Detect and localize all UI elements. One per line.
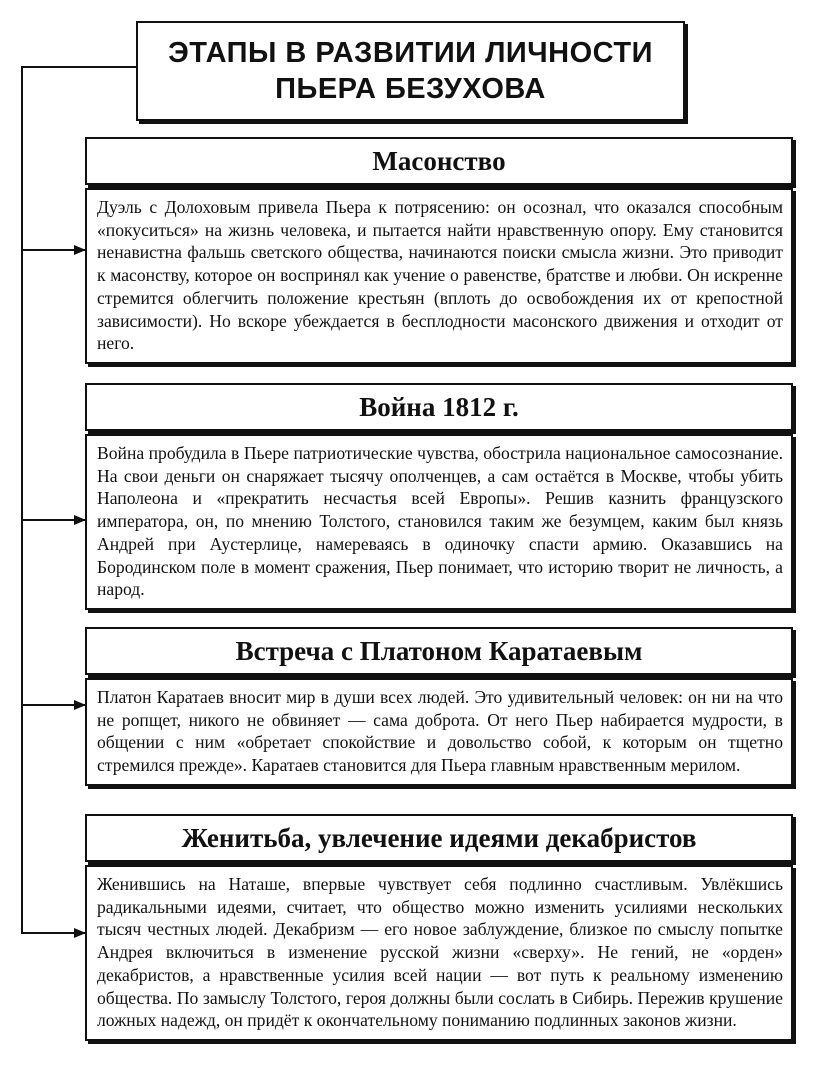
stage-heading: Женитьба, увлечение идеями декабристов	[85, 814, 793, 862]
stage-marriage-decembrists	[85, 814, 793, 1041]
stage-heading: Война 1812 г.	[85, 383, 793, 431]
diagram-title-box	[136, 21, 685, 121]
stage-karataev-meeting	[85, 627, 793, 786]
stage-description: Дуэль с Долоховым привела Пьера к потрясению: он осознал, что оказался способным «покуситься» на жизнь человека, и пытается найти нравственную опору. Ему становится ненавистна фальшь светского общества, начинаются поиски смысла жизни. Это приводит к масонству, которое он воспринял как учение о равенстве, братстве и любви. Он искренне стремится облегчить положение крестьян (вплоть до освобождения их от крепостной зависимости). Но вскоре убеждается в бесплодности масонского движения и отходит от него.	[85, 188, 793, 364]
stage-description: Платон Каратаев вносит мир в души всех людей. Это удивительный человек: он ни на что не ропщет, никого не обвиняет — сама доброта. От него Пьер набирается мудрости, в общении с ним «обретает спокойствие и довольство собой, к которым он тщетно стремился прежде». Каратаев становится для Пьера главным нравственным мерилом.	[85, 678, 793, 786]
stage-heading: Встреча с Платоном Каратаевым	[85, 627, 793, 675]
stage-heading: Масонство	[85, 137, 793, 185]
stage-freemasonry	[85, 137, 793, 364]
stage-description: Война пробудила в Пьере патриотические чувства, обострила национальное самосознание. На свои деньги он снаряжает тысячу ополченцев, а сам остаётся в Москве, чтобы убить Наполеона и «прекратить несчастья всей Европы». Решив казнить французского императора, он, по мнению Толстого, становился таким же безумцем, каким был князь Андрей при Аустерлице, намереваясь в одиночку спасти армию. Оказавшись на Бородинском поле в момент сражения, Пьер понимает, что историю творит не личность, а народ.	[85, 434, 793, 610]
stage-description: Женившись на Наташе, впервые чувствует себя подлинно счастливым. Увлёкшись радикальными идеями, считает, что общество можно изменить усилиями нескольких тысяч честных людей. Декабризм — его новое заблуждение, близкое по смыслу попытке Андрея включиться в изменение русской жизни «сверху». Не гений, не «орден» декабристов, а нравственные усилия всей нации — вот путь к реальному изменению общества. По замыслу Толстого, героя должны были сослать в Сибирь. Пережив крушение ложных надежд, он придёт к окончательному пониманию подлинных законов жизни.	[85, 865, 793, 1041]
stage-war-1812	[85, 383, 793, 610]
title-line-1: ЭТАПЫ В РАЗВИТИИ ЛИЧНОСТИ	[168, 37, 653, 69]
title-line-2: ПЬЕРА БЕЗУХОВА	[275, 73, 546, 105]
